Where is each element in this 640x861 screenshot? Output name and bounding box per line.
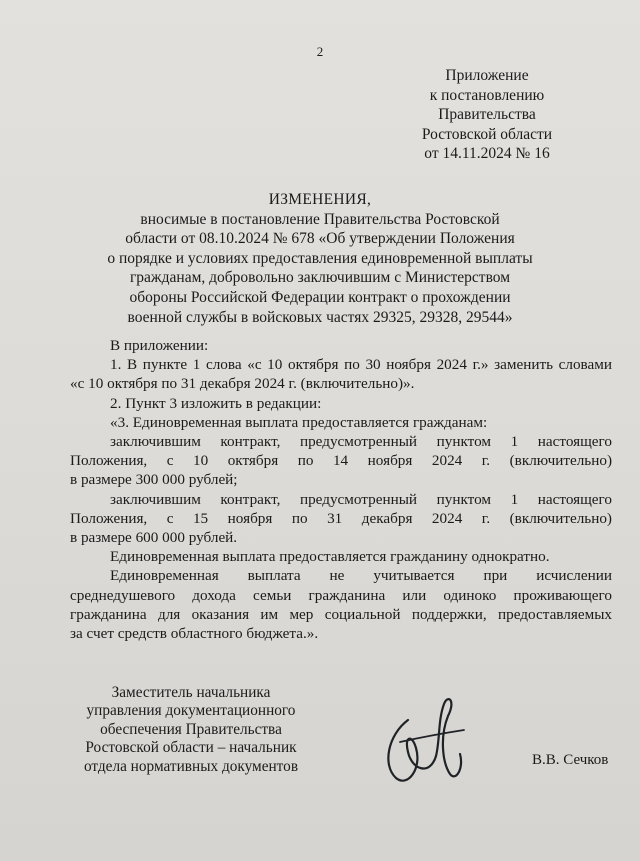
heading-line: гражданам, добровольно заключившим с Министерством bbox=[129, 269, 511, 287]
heading-line: области от 08.10.2024 № 678 «Об утверждении Положения bbox=[125, 230, 515, 248]
signatory-position bbox=[70, 684, 312, 776]
paragraph: В приложении: bbox=[110, 337, 209, 354]
paragraph-line: гражданина для оказания им мер социальной поддержки, предоставляемых bbox=[70, 605, 612, 623]
heading-title: ИЗМЕНЕНИЯ, bbox=[268, 191, 372, 208]
paragraph-line: за счет средств областного бюджета.». bbox=[70, 625, 319, 643]
paragraph: «3. Единовременная выплата предоставляется гражданам: bbox=[110, 413, 488, 431]
heading-line: военной службы в войсковых частях 29325, 29328, 29544» bbox=[127, 308, 513, 326]
heading-line: обороны Российской Федерации контракт о прохождении bbox=[129, 288, 511, 306]
appendix-line: Приложение bbox=[445, 67, 529, 84]
signatory-position-line: управления документационного bbox=[86, 702, 296, 720]
document-body bbox=[70, 336, 612, 643]
handwritten-signature bbox=[378, 690, 470, 790]
signatory-name: В.В. Сечков bbox=[532, 752, 609, 768]
paragraph-line: Единовременная выплата не учитывается при исчислении bbox=[110, 567, 612, 585]
appendix-line: к постановлению bbox=[429, 86, 545, 104]
signatory-position-line: отдела нормативных документов bbox=[83, 757, 299, 775]
paragraph-line: «с 10 октября по 31 декабря 2024 г. (включительно)». bbox=[70, 375, 415, 393]
appendix-header bbox=[387, 66, 587, 164]
paragraph-line: в размере 300 000 рублей; bbox=[70, 471, 238, 489]
appendix-line: Правительства bbox=[438, 106, 536, 124]
document-heading bbox=[70, 190, 570, 327]
signatory-position-line: Ростовской области – начальник bbox=[85, 739, 297, 757]
paragraph-line: в размере 600 000 рублей. bbox=[70, 529, 238, 547]
paragraph-line: Положения, с 10 октября по 14 ноября 2024 г. (включительно) bbox=[70, 452, 612, 470]
paragraph-line: заключившим контракт, предусмотренный пунктом 1 настоящего bbox=[110, 490, 612, 508]
signatory-position-line: обеспечения Правительства bbox=[100, 720, 282, 738]
heading-line: о порядке и условиях предоставления единовременной выплаты bbox=[107, 249, 533, 267]
signatory-position-line: Заместитель начальника bbox=[111, 684, 271, 701]
paragraph-line: среднедушевого дохода семьи гражданина или одиноко проживающего bbox=[70, 586, 612, 604]
appendix-line: от 14.11.2024 № 16 bbox=[424, 145, 550, 163]
appendix-line: Ростовской области bbox=[421, 125, 553, 143]
paragraph: 2. Пункт 3 изложить в редакции: bbox=[110, 394, 322, 412]
page-number: 2 bbox=[316, 44, 324, 59]
paragraph: Единовременная выплата предоставляется гражданину однократно. bbox=[110, 548, 550, 566]
heading-line: вносимые в постановление Правительства Ростовской bbox=[140, 210, 500, 228]
paragraph-line: Положения, с 15 ноября по 31 декабря 2024 г. (включительно) bbox=[70, 509, 612, 527]
paragraph-line: 1. В пункте 1 слова «с 10 октября по 30 ноября 2024 г.» заменить словами bbox=[110, 356, 612, 374]
paragraph-line: заключившим контракт, предусмотренный пунктом 1 настоящего bbox=[110, 433, 612, 451]
